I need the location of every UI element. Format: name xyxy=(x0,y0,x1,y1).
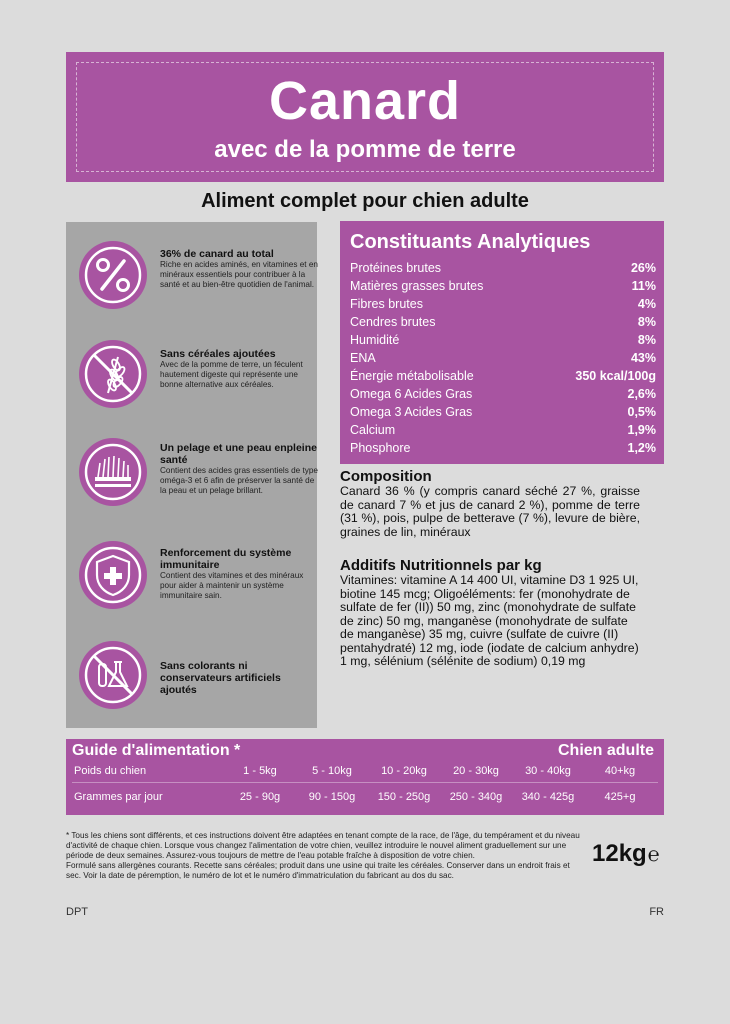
constituent-label: Énergie métabolisable xyxy=(350,369,474,383)
constituent-label: Omega 6 Acides Gras xyxy=(350,387,473,401)
fur-icon xyxy=(78,437,148,507)
guide-cell: 340 - 425g xyxy=(521,791,575,803)
guide-weight-label: Poids du chien xyxy=(74,765,147,777)
guide-cell: 30 - 40kg xyxy=(525,765,571,777)
additifs-title: Additifs Nutritionnels par kg xyxy=(340,557,542,574)
feature-title: 36% de canard au total xyxy=(160,248,274,260)
constituents-panel xyxy=(340,221,664,464)
constituent-row xyxy=(350,297,656,315)
constituent-row xyxy=(350,333,656,351)
constituent-value: 0,5% xyxy=(627,405,656,419)
constituent-row xyxy=(350,441,656,459)
constituent-label: Matières grasses brutes xyxy=(350,279,484,293)
constituent-row xyxy=(350,369,656,387)
composition-text: Canard 36 % (y compris canard séché 27 %, graisse de canard 7 % et jus de canard 2 %), pomme de terre (31 %), pois, pulpe de betterave (7 %), levure de bière, graines de lin, minéraux xyxy=(340,484,640,539)
composition-section xyxy=(340,468,640,539)
constituent-row xyxy=(350,405,656,423)
guide-cell: 5 - 10kg xyxy=(312,765,352,777)
guide-grams-label: Grammes par jour xyxy=(74,791,163,803)
feature-desc: Contient des vitamines et des minéraux pour aider à maintenir un système immunitaire sain. xyxy=(160,571,304,600)
feature-title: Sans colorants ni conservateurs artificiels ajoutés xyxy=(160,660,281,696)
constituent-value: 2,6% xyxy=(627,387,656,401)
footnote xyxy=(66,831,586,881)
constituent-value: 8% xyxy=(637,333,656,347)
constituent-row xyxy=(350,315,656,333)
guide-cell: 20 - 30kg xyxy=(453,765,499,777)
feature-desc: Contient des acides gras essentiels de type oméga-3 et 6 afin de préserver la santé de la peau et un pelage brillant. xyxy=(160,466,318,495)
constituent-value: 350 kcal/100g xyxy=(575,369,656,383)
dpt-label: DPT xyxy=(66,906,88,918)
net-weight xyxy=(592,840,660,868)
constituent-row xyxy=(350,387,656,405)
net-weight-value: 12kg xyxy=(592,840,647,867)
guide-cell: 150 - 250g xyxy=(377,791,431,803)
no-additives-icon xyxy=(78,640,148,710)
feature-title: Un pelage et une peau enpleine santé xyxy=(160,442,317,466)
constituent-value: 1,9% xyxy=(627,423,656,437)
constituent-label: Calcium xyxy=(350,423,396,437)
language-label: FR xyxy=(649,906,664,918)
additifs-text: Vitamines: vitamine A 14 400 UI, vitamine D3 1 925 UI, biotine 145 mcg; Oligoéléments: fer (monohydrate de sulfate de fer (II)) 50 mg, zinc (monohydrate de sulfate de zinc) 50 mg, manganèse (monohydrate de sulfate de manganèse) 35 mg, cuivre (sulfate de cuivre (II) pentahydraté) 12 mg, iode (iodate de calcium anhydre) 1 mg, sélénium (sélénite de sodium) 0,19 mg xyxy=(340,573,639,668)
tagline: Aliment complet pour chien adulte xyxy=(201,190,529,212)
guide-divider xyxy=(72,782,658,783)
estimated-sign-icon: ℮ xyxy=(647,842,660,866)
constituent-label: Fibres brutes xyxy=(350,297,423,311)
features-panel xyxy=(66,222,317,728)
constituent-label: Humidité xyxy=(350,333,400,347)
guide-cell: 10 - 20kg xyxy=(381,765,427,777)
no-grain-icon xyxy=(78,339,148,409)
shield-icon xyxy=(78,540,148,610)
product-subtitle: avec de la pomme de terre xyxy=(214,136,516,163)
guide-weight-row xyxy=(66,765,664,783)
guide-title: Guide d'alimentation * xyxy=(72,742,241,759)
constituent-value: 26% xyxy=(630,261,656,275)
feature-title: Renforcement du système immunitaire xyxy=(160,547,292,571)
guide-grams-row xyxy=(66,791,664,809)
constituent-label: Cendres brutes xyxy=(350,315,436,329)
constituents-title: Constituants Analytiques xyxy=(350,231,591,253)
constituent-value: 8% xyxy=(637,315,656,329)
constituent-row xyxy=(350,261,656,279)
constituent-label: Phosphore xyxy=(350,441,411,455)
guide-cell: 1 - 5kg xyxy=(243,765,277,777)
feature-desc: Avec de la pomme de terre, un féculent hautement digeste qui représente une bonne alternative aux céréales. xyxy=(160,360,303,389)
feature-desc: Riche en acides aminés, en vitamines et en minéraux essentiels pour contribuer à la santé et au bien-être quotidien de l'animal. xyxy=(160,260,318,289)
constituent-value: 1,2% xyxy=(627,441,656,455)
constituent-row xyxy=(350,351,656,369)
constituent-value: 43% xyxy=(630,351,656,365)
additifs-section xyxy=(340,557,640,669)
composition-title: Composition xyxy=(340,468,432,485)
percent-icon xyxy=(78,240,148,310)
constituent-value: 4% xyxy=(637,297,656,311)
header-banner xyxy=(66,52,664,182)
guide-target: Chien adulte xyxy=(557,742,654,759)
constituent-value: 11% xyxy=(631,279,656,293)
guide-cell: 25 - 90g xyxy=(239,791,281,803)
constituent-label: Protéines brutes xyxy=(350,261,442,275)
constituent-label: ENA xyxy=(350,351,376,365)
constituent-row xyxy=(350,423,656,441)
guide-cell: 90 - 150g xyxy=(308,791,356,803)
feeding-guide xyxy=(66,739,664,815)
guide-cell: 40+kg xyxy=(604,765,636,777)
guide-cell: 425+g xyxy=(604,791,636,803)
guide-cell: 250 - 340g xyxy=(449,791,503,803)
constituent-label: Omega 3 Acides Gras xyxy=(350,405,473,419)
product-title: Canard xyxy=(268,71,462,131)
footnote-storage: Formulé sans allergènes courants. Recette sans céréales; produit dans une usine qui traite les céréales. Conserver dans un endroit frais et sec. Voir la date de péremption, le numéro de lot et le numéro d'immatriculation du fabricant au dos du sac. xyxy=(66,861,570,880)
footnote-feeding: * Tous les chiens sont différents, et ces instructions doivent être adaptées en tenant compte de la race, de l'âge, du tempérament et du niveau d'activité de chaque chien. Lorsque vous changez l'alimentation de votre chien, veuillez introduire le nouvel aliment graduellement sur une période de deux semaines. Assurez-vous toujours de mettre de l'eau potable fraîche à disposition de votre chien. xyxy=(66,831,580,860)
feature-title: Sans céréales ajoutées xyxy=(160,348,276,360)
constituent-row xyxy=(350,279,656,297)
